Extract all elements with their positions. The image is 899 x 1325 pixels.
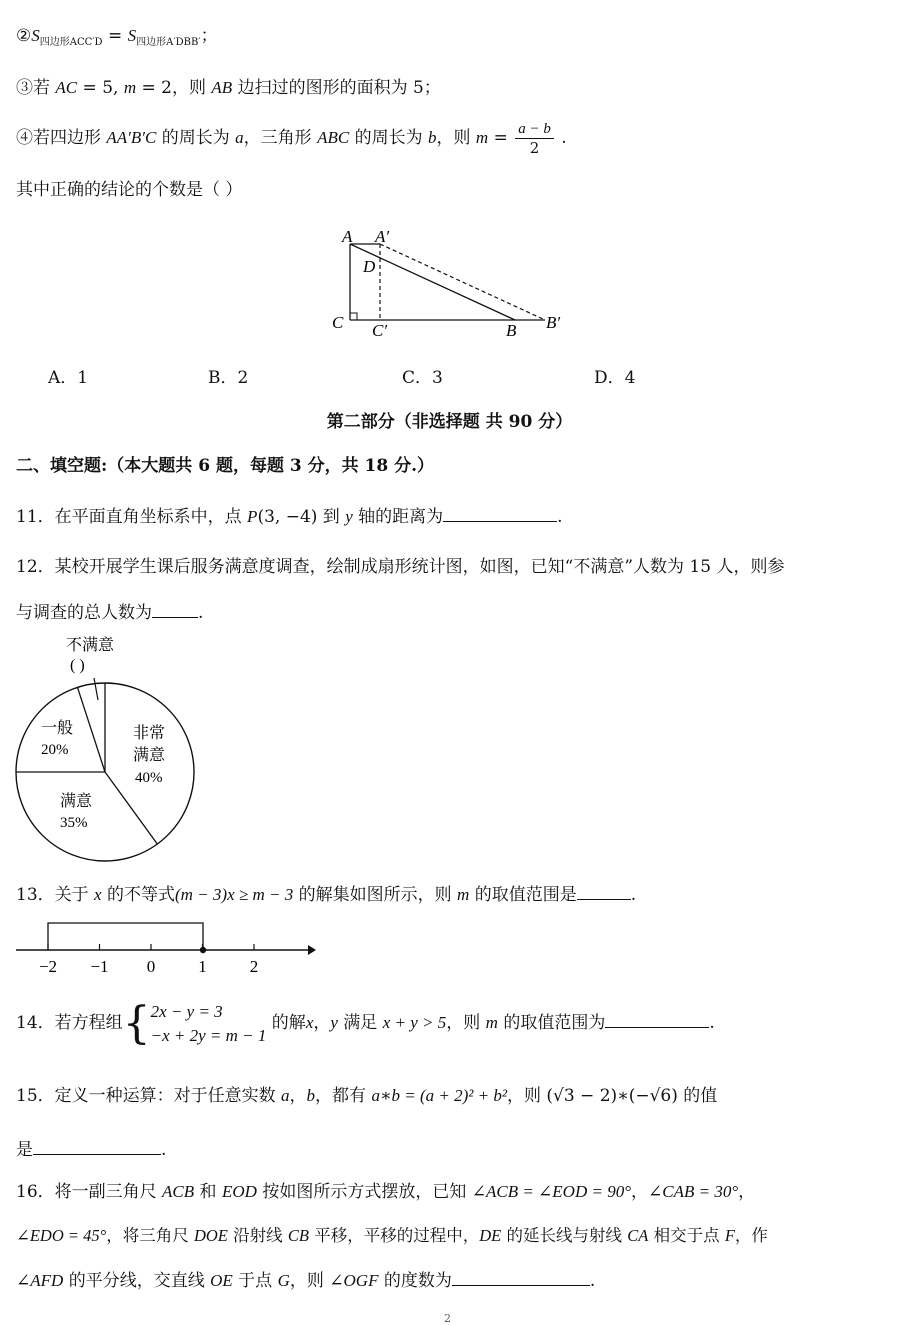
pie-label-very-satisfied-1: 非常 bbox=[133, 725, 166, 742]
answer-blank[interactable] bbox=[452, 1267, 590, 1286]
statement-3: ③若 AC = 5, m = 2，则 AB 边扫过的图形的面积为 5； bbox=[16, 78, 441, 98]
pie-leader-line bbox=[94, 678, 98, 700]
system-brace: { bbox=[122, 997, 151, 1049]
tick-label: 2 bbox=[249, 957, 259, 976]
tick-label: −1 bbox=[90, 957, 109, 976]
question-10-tail: 其中正确的结论的个数是（ ） bbox=[16, 180, 243, 200]
option-d[interactable]: D．4 bbox=[594, 368, 636, 388]
pie-label-very-satisfied-2: 满意 bbox=[133, 747, 166, 764]
option-b[interactable]: B．2 bbox=[208, 368, 249, 388]
answer-blank[interactable] bbox=[33, 1136, 161, 1155]
translation-figure bbox=[320, 222, 580, 344]
tick-label: −2 bbox=[38, 957, 58, 976]
statement-2: $②S_{四边形ACC'D} = S_{四边形A'DBB'}$； bbox=[16, 26, 218, 48]
answer-blank[interactable] bbox=[577, 881, 631, 900]
question-12-line-1: 12．某校开展学生课后服务满意度调查，绘制成扇形统计图，如图，已知“不满意”人数为 15 人，则参 bbox=[16, 557, 785, 577]
statement-4: ④若四边形 AA′B′C 的周长为 a，三角形 ABC 的周长为 b，则 m = $\frac{a - b}{2}$ . bbox=[16, 121, 567, 157]
right-angle-mark bbox=[350, 313, 357, 320]
solution-set-mark bbox=[48, 923, 203, 950]
section-2-title: 二、填空题:（本大题共 6 题，每题 3 分，共 18 分.） bbox=[16, 456, 435, 476]
segment-AB bbox=[350, 244, 515, 320]
question-11: 11．在平面直角坐标系中，点 P(3, −4) 到 y 轴的距离为 . bbox=[16, 503, 563, 529]
fraction: $\frac{a - b}{2}$ bbox=[515, 120, 554, 157]
question-15-line-2: 是 . bbox=[16, 1136, 166, 1162]
pie-pct-average: 20% bbox=[41, 742, 69, 758]
part-2-title: 第二部分（非选择题 共 90 分） bbox=[326, 412, 573, 432]
label-B: B bbox=[506, 321, 517, 340]
label-A-prime: A′ bbox=[375, 227, 390, 246]
answer-blank[interactable] bbox=[605, 1009, 709, 1028]
pie-slice-boundary-4 bbox=[78, 687, 106, 772]
tick-label: 0 bbox=[146, 957, 156, 976]
pie-label-average: 一般 bbox=[41, 720, 74, 737]
pie-pct-very-satisfied: 40% bbox=[135, 770, 163, 786]
label-C: C bbox=[332, 313, 344, 332]
segment-A-prime-B-prime bbox=[380, 244, 545, 320]
label-C-prime: C′ bbox=[372, 321, 388, 340]
pie-slices bbox=[16, 683, 194, 861]
number-line-arrow bbox=[308, 945, 316, 955]
page-number: 2 bbox=[444, 1312, 451, 1325]
answer-blank[interactable] bbox=[443, 503, 557, 522]
equation-system: 2x − y = 3 −x + 2y = m − 1 bbox=[150, 1001, 267, 1045]
question-12-line-2: 与调查的总人数为 . bbox=[16, 599, 203, 625]
pie-pct-satisfied: 35% bbox=[60, 815, 88, 831]
question-13: 13．关于 x 的不等式(m − 3)x ≥ m − 3 的解集如图所示，则 m 的取值范围是 . bbox=[16, 881, 636, 907]
label-B-prime: B′ bbox=[546, 313, 561, 332]
label-A: A bbox=[342, 227, 353, 246]
pie-label-satisfied: 满意 bbox=[60, 793, 93, 810]
option-c[interactable]: C．3 bbox=[402, 368, 443, 388]
number-line bbox=[10, 915, 320, 977]
question-16-line-3: ∠AFD 的平分线，交直线 OE 于点 G，则 ∠OGF 的度数为 . bbox=[16, 1267, 595, 1293]
answer-blank[interactable] bbox=[152, 599, 198, 618]
label-D: D bbox=[363, 257, 376, 276]
option-a[interactable]: A．1 bbox=[48, 368, 89, 388]
tick-label: 1 bbox=[198, 957, 207, 976]
question-15-line-1: 15．定义一种运算：对于任意实数 a，b，都有 a∗b = (a + 2)² + b²，则 (√3 − 2)∗(−√6) 的值 bbox=[16, 1086, 718, 1106]
question-14: 14．若方程组{ 2x − y = 3 −x + 2y = m − 1 的解x，y 满足 x + y > 5，则 m 的取值范围为 . bbox=[16, 997, 715, 1049]
pie-chart bbox=[10, 630, 210, 862]
question-16-line-1: 16．将一副三角尺 ACB 和 EOD 按如图所示方式摆放，已知 ∠ACB = ∠EOD = 90°，∠CAB = 30°， bbox=[16, 1182, 756, 1202]
pie-title-paren: ( ) bbox=[70, 657, 85, 674]
question-16-line-2: ∠EDO = 45°，将三角尺 DOE 沿射线 CB 平移，平移的过程中，DE 的延长线与射线 CA 相交于点 F，作 bbox=[16, 1226, 768, 1245]
pie-title: 不满意 bbox=[66, 637, 115, 654]
number-line-ticks bbox=[39, 944, 258, 976]
